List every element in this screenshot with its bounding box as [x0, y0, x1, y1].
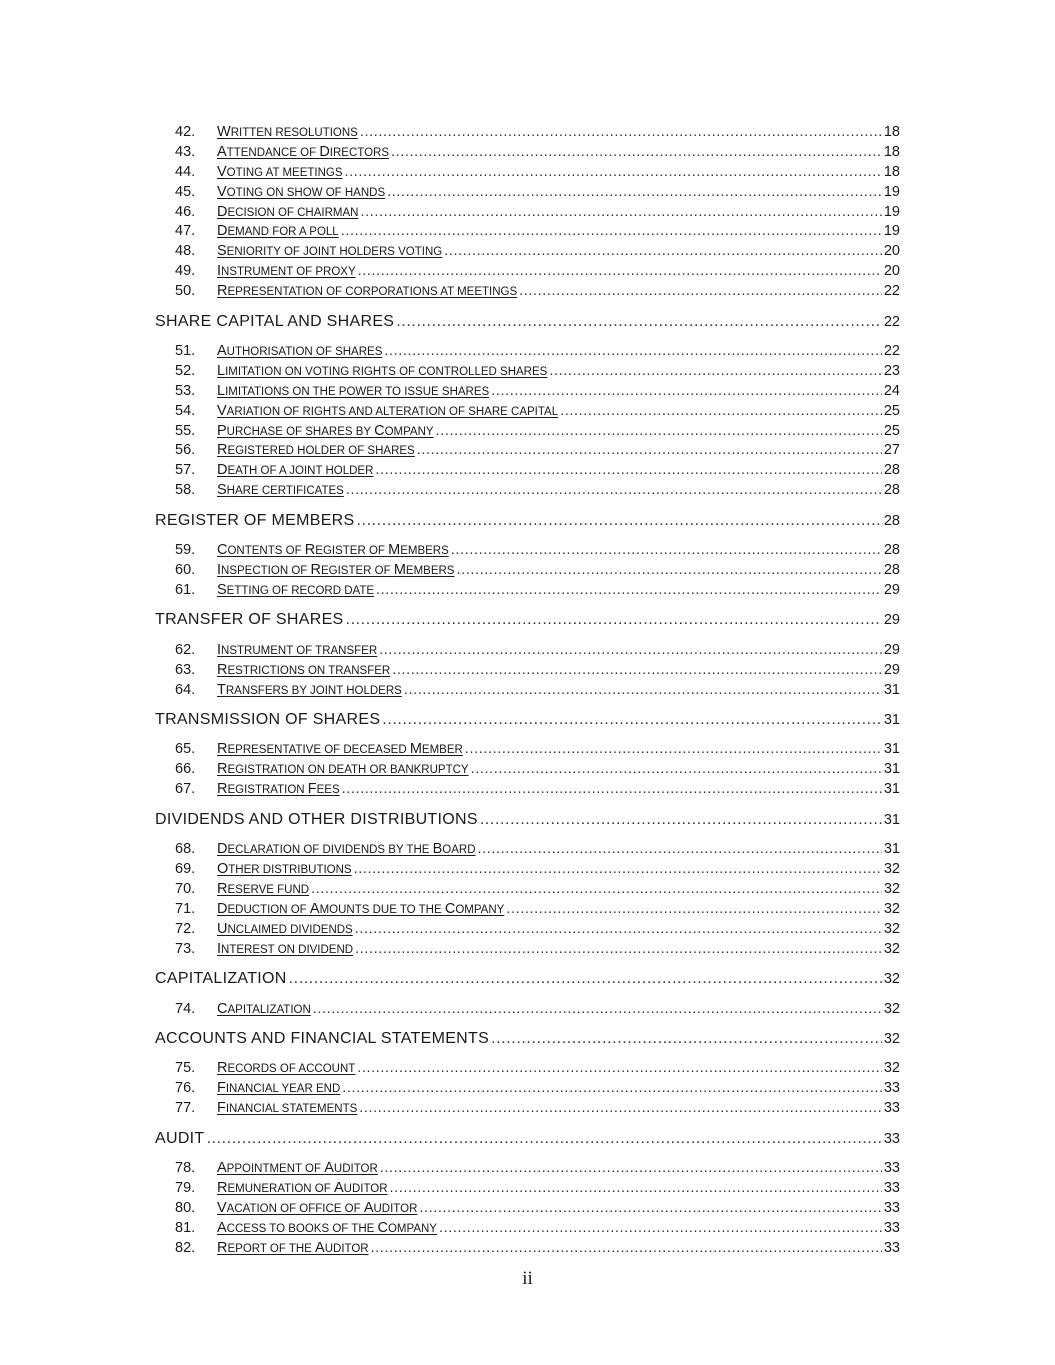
toc-section-heading[interactable] — [155, 611, 900, 631]
toc-entry-number: 69. — [175, 861, 196, 878]
toc-page-number: 25 — [883, 422, 900, 439]
toc-entry-link[interactable]: TRANSFERS BY JOINT HOLDERS — [217, 681, 402, 698]
dot-leader — [341, 223, 882, 239]
toc-entry-link[interactable]: DEDUCTION OF AMOUNTS DUE TO THE COMPANY — [217, 900, 505, 917]
toc-entry-link[interactable]: REPRESENTATIVE OF DECEASED MEMBER — [217, 741, 463, 758]
toc-entry-number: 79. — [175, 1179, 196, 1196]
toc-page-number: 28 — [883, 512, 900, 529]
toc-entry-number: 78. — [175, 1160, 196, 1177]
toc-entry-link[interactable]: INSPECTION OF REGISTER OF MEMBERS — [217, 562, 455, 579]
dot-leader — [346, 482, 882, 498]
toc-entry-number: 59. — [175, 542, 196, 559]
toc-entry[interactable] — [155, 383, 900, 403]
toc-page-number: 31 — [883, 841, 900, 858]
toc-entry-number: 55. — [175, 422, 196, 439]
toc-page-number: 23 — [883, 362, 900, 379]
toc-entry[interactable] — [155, 243, 900, 263]
dot-leader — [451, 542, 882, 558]
toc-entry-link[interactable]: PURCHASE OF SHARES BY COMPANY — [217, 422, 434, 439]
toc-entry[interactable] — [155, 1001, 900, 1021]
toc-entry-link[interactable]: LIMITATIONS ON THE POWER TO ISSUE SHARES — [217, 382, 490, 399]
dot-leader — [342, 1080, 882, 1096]
dot-leader — [313, 1001, 882, 1017]
toc-entry[interactable] — [155, 482, 900, 502]
toc-page-number: 31 — [883, 781, 900, 798]
toc-entry[interactable] — [155, 921, 900, 941]
toc-section-heading[interactable] — [155, 512, 900, 532]
toc-entry-link[interactable]: CAPITALIZATION — [217, 1000, 311, 1017]
dot-leader — [549, 363, 882, 379]
toc-entry-link[interactable]: DEATH OF A JOINT HOLDER — [217, 462, 374, 479]
dot-leader — [465, 741, 882, 757]
toc-entry[interactable] — [155, 403, 900, 423]
dot-leader — [360, 124, 882, 140]
dot-leader — [387, 184, 882, 200]
table-of-contents — [155, 124, 900, 1260]
dot-leader — [375, 462, 881, 478]
toc-section-heading[interactable] — [155, 811, 900, 831]
dot-leader — [354, 861, 882, 877]
toc-page-number: 32 — [883, 1030, 900, 1047]
toc-entry-number: 60. — [175, 562, 196, 579]
toc-page-number: 18 — [883, 124, 900, 140]
toc-page-number: 19 — [883, 223, 900, 240]
toc-entry-link[interactable]: SENIORITY OF JOINT HOLDERS VOTING — [217, 243, 443, 260]
toc-entry[interactable] — [155, 1220, 900, 1240]
toc-page-number: 33 — [883, 1179, 900, 1196]
dot-leader — [436, 423, 882, 439]
toc-entry[interactable] — [155, 662, 900, 682]
toc-entry-link[interactable]: DECISION OF CHAIRMAN — [217, 203, 359, 220]
toc-entry-link[interactable]: INSTRUMENT OF TRANSFER — [217, 641, 378, 658]
toc-entry-number: 44. — [175, 163, 196, 180]
toc-page-number: 32 — [883, 920, 900, 937]
toc-entry-link[interactable]: AUTHORISATION OF SHARES — [217, 343, 383, 360]
toc-entry-number: 76. — [175, 1080, 196, 1097]
toc-section-title: AUDIT — [155, 1129, 205, 1147]
toc-page-number: 27 — [883, 442, 900, 459]
toc-entry[interactable] — [155, 542, 900, 562]
toc-page-number: 31 — [883, 811, 900, 828]
toc-page-number: 29 — [883, 581, 900, 598]
toc-page-number: 20 — [883, 243, 900, 260]
toc-entry[interactable] — [155, 1240, 900, 1260]
toc-section-heading[interactable] — [155, 1130, 900, 1150]
toc-entry-link[interactable]: LIMITATION ON VOTING RIGHTS OF CONTROLLED SHARES — [217, 362, 548, 379]
toc-entry[interactable] — [155, 741, 900, 761]
toc-entry-link[interactable]: INTEREST ON DIVIDEND — [217, 940, 354, 957]
dot-leader — [519, 283, 882, 299]
toc-entry[interactable] — [155, 363, 900, 383]
toc-entry[interactable] — [155, 781, 900, 801]
toc-entry[interactable] — [155, 462, 900, 482]
toc-section-heading[interactable] — [155, 313, 900, 333]
toc-section-title: REGISTER OF MEMBERS — [155, 511, 355, 529]
toc-entry-link[interactable]: REPORT OF THE AUDITOR — [217, 1239, 369, 1256]
toc-section-title: TRANSMISSION OF SHARES — [155, 710, 381, 728]
page-number: ii — [522, 1268, 533, 1289]
toc-page-number: 29 — [883, 612, 900, 629]
toc-entry[interactable] — [155, 1160, 900, 1180]
toc-entry[interactable] — [155, 1100, 900, 1120]
toc-entry-link[interactable]: ATTENDANCE OF DIRECTORS — [217, 143, 390, 160]
dot-leader — [355, 921, 882, 937]
dot-leader — [311, 881, 882, 897]
toc-entry-number: 62. — [175, 641, 196, 658]
toc-entry-link[interactable]: VOTING ON SHOW OF HANDS — [217, 183, 386, 200]
toc-entry-number: 42. — [175, 124, 196, 140]
toc-page-number: 33 — [883, 1100, 900, 1117]
toc-entry[interactable] — [155, 144, 900, 164]
toc-page-number: 33 — [883, 1130, 900, 1147]
dot-leader — [360, 204, 881, 220]
dot-leader — [289, 970, 882, 988]
toc-entry-number: 67. — [175, 781, 196, 798]
toc-page-number: 32 — [883, 1060, 900, 1077]
toc-page-number: 31 — [883, 681, 900, 698]
toc-entry[interactable] — [155, 761, 900, 781]
dot-leader — [404, 682, 882, 698]
toc-entry[interactable] — [155, 204, 900, 224]
toc-entry-number: 46. — [175, 203, 196, 220]
dot-leader — [491, 383, 882, 399]
dot-leader — [439, 1220, 882, 1236]
dot-leader — [396, 313, 882, 331]
toc-page-number: 33 — [883, 1239, 900, 1256]
toc-entry-link[interactable]: DECLARATION OF DIVIDENDS BY THE BOARD — [217, 841, 476, 858]
toc-page-number: 24 — [883, 382, 900, 399]
toc-entry-link[interactable]: OTHER DISTRIBUTIONS — [217, 861, 352, 878]
toc-page-number: 31 — [883, 711, 900, 728]
toc-section-title: ACCOUNTS AND FINANCIAL STATEMENTS — [155, 1029, 490, 1047]
toc-entry-link[interactable]: VOTING AT MEETINGS — [217, 163, 343, 180]
toc-page-number: 19 — [883, 203, 900, 220]
toc-entry[interactable] — [155, 582, 900, 602]
dot-leader — [371, 1240, 882, 1256]
toc-entry[interactable] — [155, 164, 900, 184]
toc-entry-number: 70. — [175, 880, 196, 897]
toc-entry[interactable] — [155, 841, 900, 861]
dot-leader — [359, 1100, 882, 1116]
toc-section-title: CAPITALIZATION — [155, 970, 287, 987]
toc-entry-number: 65. — [175, 741, 196, 758]
dot-leader — [346, 611, 882, 629]
toc-page-number: 20 — [883, 263, 900, 280]
toc-entry-link[interactable]: REMUNERATION OF AUDITOR — [217, 1179, 388, 1196]
dot-leader — [478, 841, 882, 857]
toc-entry[interactable] — [155, 1200, 900, 1220]
toc-entry-link[interactable]: RECORDS OF ACCOUNT — [217, 1060, 356, 1077]
toc-page-number: 32 — [883, 971, 900, 987]
toc-page-number: 28 — [883, 562, 900, 579]
toc-entry-link[interactable]: SETTING OF RECORD DATE — [217, 581, 375, 598]
dot-leader — [376, 582, 882, 598]
toc-entry[interactable] — [155, 223, 900, 243]
dot-leader — [480, 811, 882, 829]
toc-page-number: 22 — [883, 283, 900, 300]
toc-entry-number: 61. — [175, 581, 196, 598]
toc-section-title: SHARE CAPITAL AND SHARES — [155, 312, 395, 330]
toc-page-number: 22 — [883, 343, 900, 360]
toc-entry-link[interactable]: WRITTEN RESOLUTIONS — [217, 124, 358, 140]
dot-leader — [342, 781, 882, 797]
dot-leader — [560, 403, 882, 419]
toc-page-number: 31 — [883, 761, 900, 778]
toc-entry-number: 73. — [175, 940, 196, 957]
toc-page-number: 32 — [883, 940, 900, 957]
toc-page-number: 18 — [883, 163, 900, 180]
toc-entry[interactable] — [155, 1060, 900, 1080]
dot-leader — [444, 243, 882, 259]
toc-page-number: 29 — [883, 641, 900, 658]
dot-leader — [384, 343, 881, 359]
toc-entry-number: 71. — [175, 900, 196, 917]
toc-page-number: 33 — [883, 1219, 900, 1236]
toc-entry-number: 63. — [175, 661, 196, 678]
toc-entry-link[interactable]: REGISTRATION FEES — [217, 781, 340, 798]
toc-page-number: 28 — [883, 482, 900, 499]
toc-page-number: 32 — [883, 880, 900, 897]
dot-leader — [355, 941, 882, 957]
toc-entry-link[interactable]: INSTRUMENT OF PROXY — [217, 263, 356, 280]
dot-leader — [417, 442, 882, 458]
toc-entry-number: 45. — [175, 183, 196, 200]
toc-page-number: 33 — [883, 1160, 900, 1177]
toc-entry-link[interactable]: VARIATION OF RIGHTS AND ALTERATION OF SHARE CAPITAL — [217, 402, 559, 419]
toc-entry[interactable] — [155, 881, 900, 901]
toc-entry-number: 81. — [175, 1219, 196, 1236]
toc-page-number: 29 — [883, 661, 900, 678]
toc-entry[interactable] — [155, 901, 900, 921]
toc-page-number: 28 — [883, 462, 900, 479]
toc-entry[interactable] — [155, 682, 900, 702]
toc-entry[interactable] — [155, 124, 900, 144]
toc-entry-link[interactable]: FINANCIAL STATEMENTS — [217, 1100, 358, 1117]
toc-page-number: 32 — [883, 900, 900, 917]
toc-entry-number: 82. — [175, 1239, 196, 1256]
toc-entry-number: 48. — [175, 243, 196, 260]
toc-entry[interactable] — [155, 283, 900, 303]
toc-entry-link[interactable]: RESERVE FUND — [217, 880, 310, 897]
toc-entry[interactable] — [155, 861, 900, 881]
dot-leader — [491, 1030, 882, 1048]
dot-leader — [506, 901, 882, 917]
toc-entry[interactable] — [155, 1080, 900, 1100]
toc-entry-link[interactable]: VACATION OF OFFICE OF AUDITOR — [217, 1199, 418, 1216]
toc-entry-link[interactable]: DEMAND FOR A POLL — [217, 223, 339, 240]
toc-entry-number: 80. — [175, 1199, 196, 1216]
dot-leader — [345, 164, 882, 180]
toc-page-number: 31 — [883, 741, 900, 758]
toc-entry[interactable] — [155, 941, 900, 961]
toc-page-number: 18 — [883, 143, 900, 160]
dot-leader — [391, 144, 882, 160]
toc-entry[interactable] — [155, 343, 900, 363]
toc-section-heading[interactable] — [155, 711, 900, 731]
toc-entry-number: 51. — [175, 343, 196, 360]
toc-entry[interactable] — [155, 184, 900, 204]
toc-entry-number: 56. — [175, 442, 196, 459]
toc-section-title: TRANSFER OF SHARES — [155, 611, 344, 629]
toc-entry-number: 58. — [175, 482, 196, 499]
toc-entry-number: 50. — [175, 283, 196, 300]
toc-page-number: 32 — [883, 1000, 900, 1017]
toc-entry-number: 68. — [175, 841, 196, 858]
toc-entry-link[interactable]: APPOINTMENT OF AUDITOR — [217, 1160, 378, 1177]
toc-entry-link[interactable]: SHARE CERTIFICATES — [217, 482, 344, 499]
toc-entry-link[interactable]: REGISTERED HOLDER OF SHARES — [217, 442, 415, 459]
toc-entry-number: 74. — [175, 1000, 196, 1017]
toc-entry-number: 77. — [175, 1100, 196, 1117]
toc-section-title: DIVIDENDS AND OTHER DISTRIBUTIONS — [155, 810, 478, 828]
toc-entry-number: 49. — [175, 263, 196, 280]
dot-leader — [207, 1130, 882, 1148]
toc-page-number: 33 — [883, 1080, 900, 1097]
toc-entry-link[interactable]: UNCLAIMED DIVIDENDS — [217, 920, 353, 937]
toc-section-heading[interactable] — [155, 970, 900, 990]
toc-entry-link[interactable]: CONTENTS OF REGISTER OF MEMBERS — [217, 542, 449, 559]
dot-leader — [357, 512, 882, 530]
dot-leader — [471, 761, 882, 777]
toc-page-number: 22 — [883, 313, 900, 330]
dot-leader — [456, 562, 881, 578]
toc-entry-link[interactable]: RESTRICTIONS ON TRANSFER — [217, 661, 391, 678]
toc-entry[interactable] — [155, 642, 900, 662]
toc-entry[interactable] — [155, 442, 900, 462]
toc-entry-number: 64. — [175, 681, 196, 698]
dot-leader — [358, 263, 882, 279]
toc-page-number: 25 — [883, 402, 900, 419]
toc-entry[interactable] — [155, 562, 900, 582]
toc-entry-number: 47. — [175, 223, 196, 240]
dot-leader — [382, 711, 882, 729]
toc-entry-link[interactable]: FINANCIAL YEAR END — [217, 1080, 341, 1097]
toc-page-number: 32 — [883, 861, 900, 878]
toc-entry-number: 52. — [175, 362, 196, 379]
toc-entry-number: 43. — [175, 143, 196, 160]
toc-section-heading[interactable] — [155, 1030, 900, 1050]
toc-entry-link[interactable]: ACCESS TO BOOKS OF THE COMPANY — [217, 1219, 437, 1236]
dot-leader — [419, 1200, 881, 1216]
toc-entry-number: 75. — [175, 1060, 196, 1077]
toc-page-number: 28 — [883, 542, 900, 559]
toc-entry[interactable] — [155, 423, 900, 443]
toc-entry[interactable] — [155, 1180, 900, 1200]
toc-entry-number: 72. — [175, 920, 196, 937]
toc-entry-number: 66. — [175, 761, 196, 778]
toc-entry-number: 57. — [175, 462, 196, 479]
toc-entry-link[interactable]: REGISTRATION ON DEATH OR BANKRUPTCY — [217, 761, 469, 778]
toc-page-number: 19 — [883, 183, 900, 200]
toc-entry-number: 53. — [175, 382, 196, 399]
dot-leader — [379, 642, 882, 658]
toc-page-number: 33 — [883, 1199, 900, 1216]
toc-entry[interactable] — [155, 263, 900, 283]
dot-leader — [392, 662, 882, 678]
toc-entry-link[interactable]: REPRESENTATION OF CORPORATIONS AT MEETINGS — [217, 283, 518, 300]
dot-leader — [390, 1180, 882, 1196]
toc-entry-number: 54. — [175, 402, 196, 419]
dot-leader — [380, 1160, 882, 1176]
dot-leader — [357, 1060, 882, 1076]
